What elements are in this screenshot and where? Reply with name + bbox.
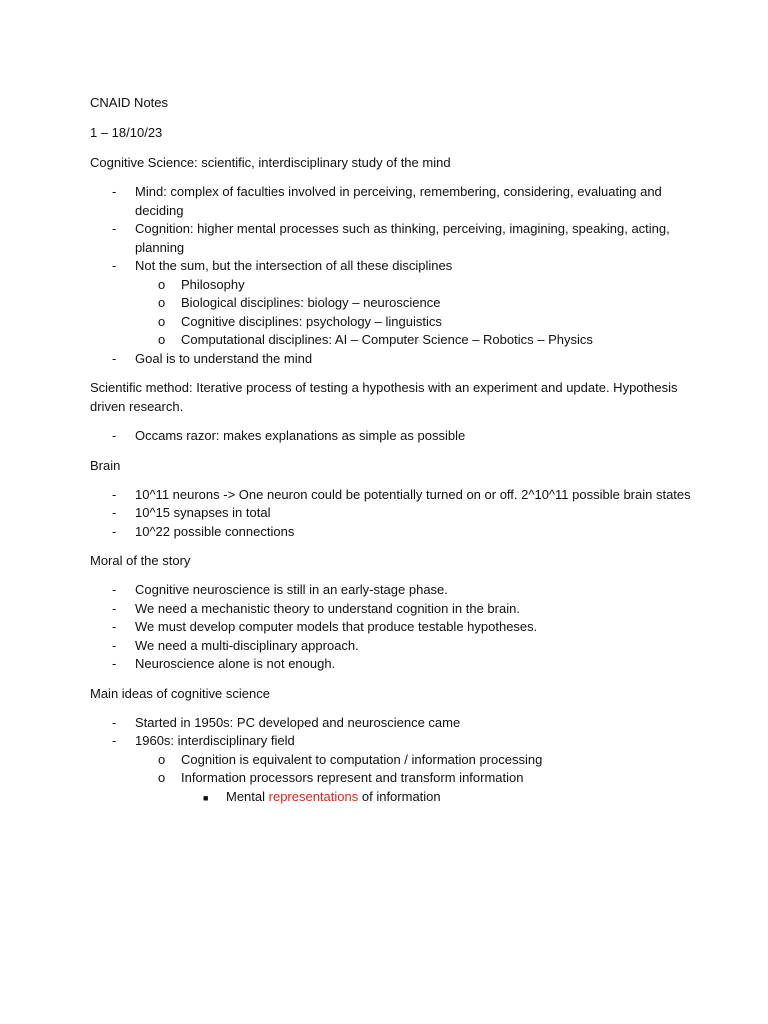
dash-bullet: - xyxy=(112,714,117,730)
list-item: - 10^22 possible connections xyxy=(90,523,698,542)
list-item: o Cognitive disciplines: psychology – linguistics xyxy=(90,313,698,332)
list-item: o Philosophy xyxy=(90,276,698,295)
cogsci-list xyxy=(90,183,698,368)
list-item: - 10^15 synapses in total xyxy=(90,504,698,523)
circle-bullet: o xyxy=(158,313,166,329)
cogsci-definition: Cognitive Science: scientific, interdisciplinary study of the mind xyxy=(90,155,451,170)
dash-bullet: - xyxy=(112,505,117,520)
list-item: - Neuroscience alone is not enough. xyxy=(90,655,698,674)
dash-bullet: - xyxy=(112,619,117,634)
scientific-method: Scientific method: Iterative process of testing a hypothesis with an experiment and update. Hypothesis driven research. xyxy=(90,380,678,414)
list-item: o Information processors represent and transform information ■ Mental representations of information xyxy=(90,769,698,807)
main-ideas-list xyxy=(90,714,698,808)
circle-bullet: o xyxy=(158,751,166,767)
circle-bullet: o xyxy=(158,332,166,347)
list-item: - 10^11 neurons -> One neuron could be potentially turned on or off. 2^10^11 possible brain states xyxy=(90,486,698,505)
list-item: - Not the sum, but the intersection of all these disciplines o Philosophy o Biological disciplines: biology – neuroscience o Cognitive disciplines: psychology – linguistics o Computational disciplines: AI – Computer Science – Robotics – Physics xyxy=(90,257,698,350)
list-item: - Occams razor: makes explanations as simple as possible xyxy=(90,427,698,446)
brain-list xyxy=(90,486,698,542)
representations-sublist xyxy=(90,788,698,808)
circle-bullet: o xyxy=(158,295,166,310)
list-item: - We need a multi-disciplinary approach. xyxy=(90,637,698,656)
list-item: - Goal is to understand the mind xyxy=(90,350,698,369)
method-list xyxy=(90,427,698,446)
list-item: - Cognitive neuroscience is still in an early-stage phase. xyxy=(90,581,698,600)
main-ideas-sublist xyxy=(90,751,698,808)
disciplines-sublist xyxy=(90,276,698,350)
dash-bullet: - xyxy=(112,350,117,366)
list-item: - We need a mechanistic theory to understand cognition in the brain. xyxy=(90,600,698,619)
doc-title: CNAID Notes xyxy=(90,95,169,110)
moral-heading: Moral of the story xyxy=(90,553,191,568)
list-item: o Biological disciplines: biology – neuroscience xyxy=(90,294,698,313)
list-item: - Cognition: higher mental processes such as thinking, perceiving, imagining, speaking, acting, planning xyxy=(90,220,698,257)
circle-bullet: o xyxy=(158,770,166,785)
list-item: - Started in 1950s: PC developed and neuroscience came xyxy=(90,714,698,733)
list-item: - We must develop computer models that produce testable hypotheses. xyxy=(90,618,698,637)
date-line: 1 – 18/10/23 xyxy=(90,125,163,140)
brain-heading: Brain xyxy=(90,457,121,473)
list-item: - Mind: complex of faculties involved in perceiving, remembering, considering, evaluating and deciding xyxy=(90,183,698,220)
square-bullet: ■ xyxy=(203,792,209,803)
circle-bullet: o xyxy=(158,276,166,292)
main-ideas-heading: Main ideas of cognitive science xyxy=(90,685,270,701)
list-item: - 1960s: interdisciplinary field o Cognition is equivalent to computation / information processing o Information processors represent and transform information ■ Mental representations of information xyxy=(90,732,698,807)
dash-bullet: - xyxy=(112,428,117,443)
dash-bullet: - xyxy=(112,523,117,539)
moral-list xyxy=(90,581,698,674)
list-item: ■ Mental representations of information xyxy=(90,788,698,808)
dash-bullet: - xyxy=(112,221,117,236)
dash-bullet: - xyxy=(112,258,117,273)
dash-bullet: - xyxy=(112,733,117,748)
dash-bullet: - xyxy=(112,486,117,502)
dash-bullet: - xyxy=(112,637,117,653)
dash-bullet: - xyxy=(112,600,117,616)
dash-bullet: - xyxy=(112,656,117,671)
dash-bullet: - xyxy=(112,184,117,199)
dash-bullet: - xyxy=(112,582,117,597)
list-item: o Computational disciplines: AI – Computer Science – Robotics – Physics xyxy=(90,331,698,350)
highlighted-term: representations xyxy=(268,788,359,804)
list-item: o Cognition is equivalent to computation / information processing xyxy=(90,751,698,770)
